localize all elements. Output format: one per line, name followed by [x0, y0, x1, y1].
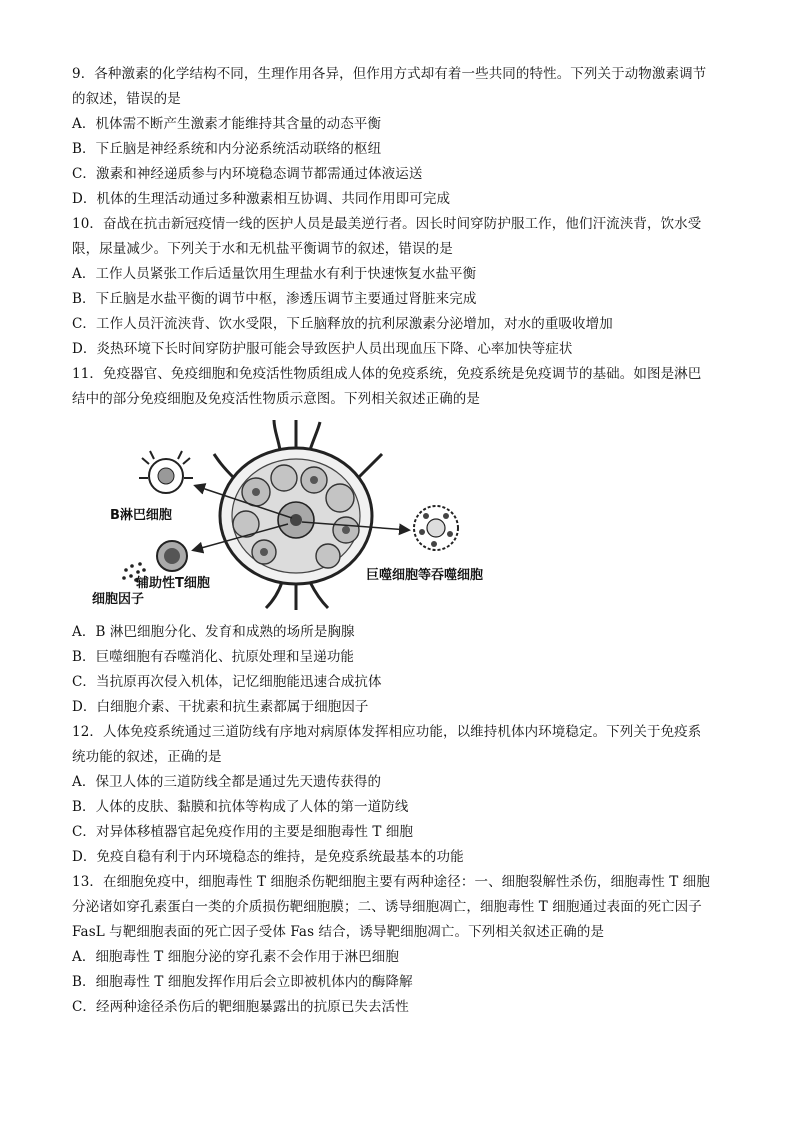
q9-option-c: C．激素和神经递质参与内环境稳态调节都需通过体液运送 [72, 166, 423, 182]
q11-stem-line-1: 11．免疫器官、免疫细胞和免疫活性物质组成人体的免疫系统，免疫系统是免疫调节的基础。如图是淋巴 [72, 366, 702, 382]
q10-option-a: A．工作人员紧张工作后适量饮用生理盐水有利于快速恢复水盐平衡 [72, 266, 477, 282]
q12-option-b: B．人体的皮肤、黏膜和抗体等构成了人体的第一道防线 [72, 799, 409, 815]
q13-option-b: B．细胞毒性 T 细胞发挥作用后会立即被机体内的酶降解 [72, 974, 413, 990]
q9-stem-line-2: 的叙述，错误的是 [72, 91, 181, 107]
q9-stem-line-1: 9．各种激素的化学结构不同，生理作用各异，但作用方式却有着一些共同的特性。下列关于动物激素调节 [72, 66, 707, 82]
q10-option-d: D．炎热环境下长时间穿防护服可能会导致医护人员出现血压下降、心率加快等症状 [72, 341, 573, 357]
q12-stem-line-1: 12．人体免疫系统通过三道防线有序地对病原体发挥相应功能，以维持机体内环境稳定。下列关于免疫系 [72, 724, 702, 740]
q12-stem-line-2: 统功能的叙述，正确的是 [72, 749, 222, 765]
q10-stem-line-2: 限，尿量减少。下列关于水和无机盐平衡调节的叙述，错误的是 [72, 241, 453, 257]
q12-option-c: C．对异体移植器官起免疫作用的主要是细胞毒性 T 细胞 [72, 824, 414, 840]
q11-option-a: A．B 淋巴细胞分化、发育和成熟的场所是胸腺 [72, 624, 355, 640]
q12-option-d: D．免疫自稳有利于内环境稳态的维持，是免疫系统最基本的功能 [72, 849, 464, 865]
q10-option-c: C．工作人员汗流浃背、饮水受限，下丘脑释放的抗利尿激素分泌增加，对水的重吸收增加 [72, 316, 613, 332]
q13-stem-line-3: FasL 与靶细胞表面的死亡因子受体 Fas 结合，诱导靶细胞凋亡。下列相关叙述正确的是 [72, 924, 605, 940]
q11-option-d: D．白细胞介素、干扰素和抗生素都属于细胞因子 [72, 699, 369, 715]
q11-option-c: C．当抗原再次侵入机体，记忆细胞能迅速合成抗体 [72, 674, 382, 690]
q11-stem-line-2: 结中的部分免疫细胞及免疫活性物质示意图。下列相关叙述正确的是 [72, 391, 480, 407]
q9-option-a: A．机体需不断产生激素才能维持其含量的动态平衡 [72, 116, 382, 132]
lymph-node-figure [92, 420, 516, 610]
label-macrophage: 巨噬细胞等吞噬细胞 [366, 568, 484, 583]
q11-option-b: B．巨噬细胞有吞噬消化、抗原处理和呈递功能 [72, 649, 355, 665]
q13-option-c: C．经两种途径杀伤后的靶细胞暴露出的抗原已失去活性 [72, 999, 409, 1015]
lymph-node [220, 448, 372, 584]
q13-option-a: A．细胞毒性 T 细胞分泌的穿孔素不会作用于淋巴细胞 [72, 949, 399, 965]
q12-option-a: A．保卫人体的三道防线全都是通过先天遗传获得的 [72, 774, 382, 790]
label-b-lymphocyte: B淋巴细胞 [110, 508, 172, 523]
macrophage-cell [414, 506, 458, 550]
q10-option-b: B．下丘脑是水盐平衡的调节中枢，渗透压调节主要通过肾脏来完成 [72, 291, 477, 307]
label-cytokine: 细胞因子 [92, 592, 145, 607]
q10-stem-line-1: 10．奋战在抗击新冠疫情一线的医护人员是最美逆行者。因长时间穿防护服工作，他们汗流浃背，饮水受 [72, 216, 702, 232]
label-helper-t-cell: 辅助性T细胞 [136, 576, 210, 591]
q9-option-d: D．机体的生理活动通过多种激素相互协调、共同作用即可完成 [72, 191, 451, 207]
q9-option-b: B．下丘脑是神经系统和内分泌系统活动联络的枢纽 [72, 141, 382, 157]
helper-t-cell [157, 541, 187, 571]
b-lymphocyte-cell [139, 451, 193, 493]
q13-stem-line-2: 分泌诸如穿孔素蛋白一类的介质损伤靶细胞膜；二、诱导细胞凋亡，细胞毒性 T 细胞通过表面的死亡因子 [72, 899, 702, 915]
q13-stem-line-1: 13．在细胞免疫中，细胞毒性 T 细胞杀伤靶细胞主要有两种途径：一、细胞裂解性杀伤，细胞毒性 T 细胞 [72, 874, 710, 890]
